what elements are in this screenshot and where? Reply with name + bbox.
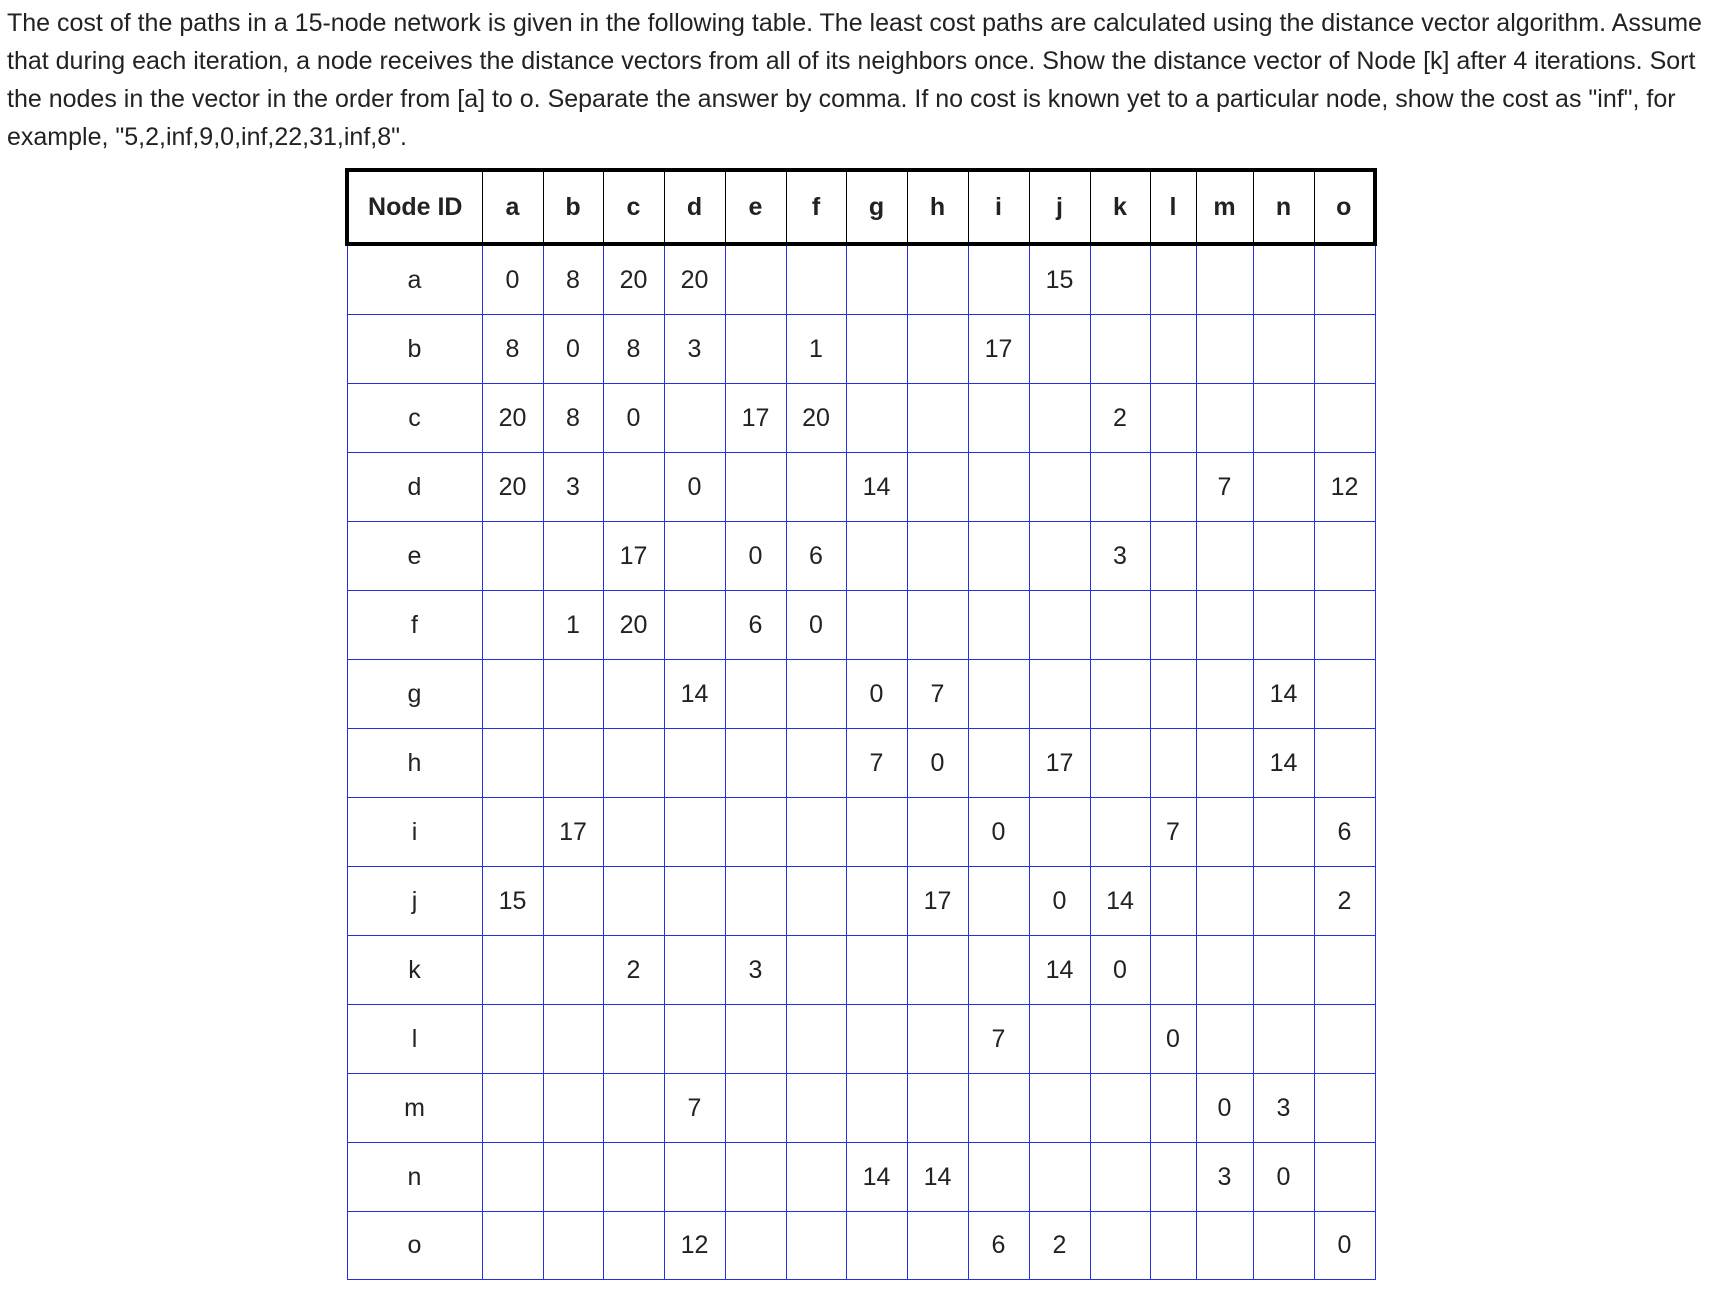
cost-cell: [543, 1212, 603, 1280]
cost-cell: [1029, 591, 1090, 660]
cost-cell: [1253, 315, 1314, 384]
cost-cell: [907, 1074, 968, 1143]
cost-cell: 8: [543, 244, 603, 315]
cost-cell: [1029, 1143, 1090, 1212]
table-row: [347, 798, 1375, 867]
cost-cell: 2: [1090, 384, 1150, 453]
table-row: [347, 453, 1375, 522]
cost-cell: [846, 1212, 907, 1280]
cost-cell: [1150, 244, 1196, 315]
cost-cell: [1150, 1143, 1196, 1212]
cost-cell: [1196, 729, 1253, 798]
cost-cell: [968, 936, 1029, 1005]
cost-cell: [846, 315, 907, 384]
cost-cell: [664, 384, 725, 453]
cost-cell: 7: [968, 1005, 1029, 1074]
cost-table: [345, 168, 1377, 1280]
cost-cell: 17: [968, 315, 1029, 384]
cost-cell: [1090, 660, 1150, 729]
cost-cell: [482, 1074, 543, 1143]
cost-cell: [786, 660, 846, 729]
header-n: n: [1253, 170, 1314, 244]
table-row: [347, 1143, 1375, 1212]
cost-cell: [482, 591, 543, 660]
cost-cell: [1090, 1005, 1150, 1074]
cost-cell: 0: [725, 522, 786, 591]
cost-cell: [603, 1212, 664, 1280]
cost-cell: [1029, 384, 1090, 453]
cost-cell: [603, 798, 664, 867]
cost-cell: 15: [1029, 244, 1090, 315]
row-node-id: n: [347, 1143, 482, 1212]
header-d: d: [664, 170, 725, 244]
cost-cell: [1196, 660, 1253, 729]
cost-cell: [603, 1143, 664, 1212]
cost-cell: [1029, 798, 1090, 867]
cost-cell: [1090, 798, 1150, 867]
cost-cell: [1196, 244, 1253, 315]
cost-cell: [1090, 591, 1150, 660]
row-node-id: e: [347, 522, 482, 591]
cost-cell: 15: [482, 867, 543, 936]
row-node-id: g: [347, 660, 482, 729]
cost-cell: [1196, 867, 1253, 936]
cost-cell: [603, 867, 664, 936]
cost-cell: 2: [1314, 867, 1375, 936]
cost-cell: 0: [1029, 867, 1090, 936]
header-o: o: [1314, 170, 1375, 244]
cost-cell: [482, 660, 543, 729]
cost-cell: 8: [482, 315, 543, 384]
cost-cell: [907, 453, 968, 522]
cost-cell: 7: [664, 1074, 725, 1143]
cost-cell: [725, 867, 786, 936]
cost-cell: [1090, 1143, 1150, 1212]
cost-cell: [1150, 315, 1196, 384]
cost-cell: 20: [603, 244, 664, 315]
cost-cell: [1314, 1074, 1375, 1143]
cost-cell: [1253, 244, 1314, 315]
cost-cell: [482, 798, 543, 867]
header-b: b: [543, 170, 603, 244]
cost-cell: [968, 522, 1029, 591]
cost-cell: 3: [1196, 1143, 1253, 1212]
table-row: [347, 1005, 1375, 1074]
cost-cell: [725, 729, 786, 798]
cost-cell: [1196, 591, 1253, 660]
cost-cell: [543, 1005, 603, 1074]
cost-cell: [603, 729, 664, 798]
cost-cell: 2: [603, 936, 664, 1005]
cost-cell: 14: [1029, 936, 1090, 1005]
cost-cell: 0: [968, 798, 1029, 867]
header-e: e: [725, 170, 786, 244]
cost-cell: [846, 244, 907, 315]
table-row: [347, 244, 1375, 315]
cost-cell: 17: [725, 384, 786, 453]
cost-cell: [482, 936, 543, 1005]
cost-cell: 0: [1314, 1212, 1375, 1280]
row-node-id: h: [347, 729, 482, 798]
cost-cell: [786, 1212, 846, 1280]
cost-cell: [1196, 1212, 1253, 1280]
cost-cell: [482, 1005, 543, 1074]
cost-cell: [968, 867, 1029, 936]
cost-cell: 7: [1196, 453, 1253, 522]
cost-cell: [725, 244, 786, 315]
cost-cell: [907, 1005, 968, 1074]
cost-cell: [664, 729, 725, 798]
row-node-id: o: [347, 1212, 482, 1280]
cost-cell: [664, 867, 725, 936]
cost-cell: [482, 522, 543, 591]
cost-cell: 3: [1253, 1074, 1314, 1143]
cost-cell: [846, 591, 907, 660]
cost-cell: [846, 1005, 907, 1074]
table-row: [347, 936, 1375, 1005]
cost-cell: [482, 729, 543, 798]
cost-cell: [968, 660, 1029, 729]
cost-cell: [543, 729, 603, 798]
cost-cell: [786, 867, 846, 936]
cost-cell: [1253, 453, 1314, 522]
header-f: f: [786, 170, 846, 244]
cost-cell: [907, 591, 968, 660]
cost-cell: [543, 936, 603, 1005]
cost-cell: 0: [603, 384, 664, 453]
cost-cell: 3: [543, 453, 603, 522]
cost-cell: 6: [1314, 798, 1375, 867]
cost-cell: 17: [603, 522, 664, 591]
header-i: i: [968, 170, 1029, 244]
cost-cell: 20: [786, 384, 846, 453]
cost-cell: 0: [543, 315, 603, 384]
header-h: h: [907, 170, 968, 244]
cost-cell: 0: [846, 660, 907, 729]
cost-cell: [1150, 384, 1196, 453]
cost-cell: 7: [907, 660, 968, 729]
cost-cell: [968, 384, 1029, 453]
cost-cell: [1253, 1005, 1314, 1074]
cost-cell: [846, 384, 907, 453]
cost-cell: [1253, 384, 1314, 453]
header-a: a: [482, 170, 543, 244]
cost-cell: 14: [1090, 867, 1150, 936]
cost-cell: [846, 798, 907, 867]
cost-cell: [907, 384, 968, 453]
cost-cell: [664, 1143, 725, 1212]
cost-cell: [1029, 522, 1090, 591]
cost-cell: [786, 453, 846, 522]
cost-cell: [1253, 522, 1314, 591]
cost-cell: [1150, 936, 1196, 1005]
cost-cell: [603, 453, 664, 522]
cost-cell: [664, 591, 725, 660]
cost-cell: 0: [664, 453, 725, 522]
cost-cell: 0: [482, 244, 543, 315]
cost-cell: [664, 798, 725, 867]
cost-cell: 6: [725, 591, 786, 660]
cost-cell: [1150, 867, 1196, 936]
row-node-id: k: [347, 936, 482, 1005]
cost-cell: [725, 1074, 786, 1143]
cost-cell: 0: [1253, 1143, 1314, 1212]
cost-cell: [968, 1074, 1029, 1143]
question-text: The cost of the paths in a 15-node network is given in the following table. The least cost paths are calculated using the distance vector algorithm. Assume that during each iteration, a node receives the distance vectors from all of its neighbors once. Show the distance vector of Node [k] after 4 iterations. Sort the nodes in the vector in the order from [a] to o. Separate the answer by comma. If no cost is known yet to a particular node, show the cost as "inf", for example, "5,2,inf,9,0,inf,22,31,inf,8".: [7, 9, 1702, 151]
cost-cell: [725, 453, 786, 522]
cost-cell: [846, 936, 907, 1005]
cost-cell: [1150, 591, 1196, 660]
cost-cell: [1314, 729, 1375, 798]
table-row: [347, 591, 1375, 660]
cost-cell: [907, 1212, 968, 1280]
cost-cell: 7: [846, 729, 907, 798]
cost-cell: 3: [1090, 522, 1150, 591]
cost-cell: [846, 1074, 907, 1143]
cost-cell: [1196, 1005, 1253, 1074]
cost-cell: [968, 729, 1029, 798]
cost-cell: 6: [968, 1212, 1029, 1280]
cost-cell: [543, 1143, 603, 1212]
cost-cell: [968, 244, 1029, 315]
table-row: [347, 1074, 1375, 1143]
cost-cell: [1314, 1143, 1375, 1212]
cost-cell: [1029, 660, 1090, 729]
cost-cell: [1150, 522, 1196, 591]
cost-cell: [543, 522, 603, 591]
cost-cell: [1090, 244, 1150, 315]
cost-cell: [1314, 591, 1375, 660]
cost-cell: 12: [1314, 453, 1375, 522]
cost-cell: [1314, 936, 1375, 1005]
cost-cell: [1029, 453, 1090, 522]
cost-cell: [482, 1212, 543, 1280]
cost-cell: 0: [786, 591, 846, 660]
table-row: [347, 384, 1375, 453]
cost-cell: [968, 1143, 1029, 1212]
cost-cell: 0: [907, 729, 968, 798]
cost-cell: [603, 660, 664, 729]
cost-cell: [725, 1143, 786, 1212]
cost-cell: [725, 315, 786, 384]
cost-cell: [1253, 798, 1314, 867]
cost-cell: [1253, 591, 1314, 660]
row-node-id: b: [347, 315, 482, 384]
cost-cell: [786, 1005, 846, 1074]
cost-cell: [786, 798, 846, 867]
cost-cell: [1029, 315, 1090, 384]
cost-cell: 3: [664, 315, 725, 384]
row-node-id: j: [347, 867, 482, 936]
cost-cell: 7: [1150, 798, 1196, 867]
cost-cell: [786, 936, 846, 1005]
cost-cell: [786, 244, 846, 315]
cost-cell: 20: [664, 244, 725, 315]
header-node-id: Node ID: [347, 170, 482, 244]
cost-cell: 8: [543, 384, 603, 453]
cost-cell: [1090, 453, 1150, 522]
header-c: c: [603, 170, 664, 244]
cost-cell: [664, 1005, 725, 1074]
cost-cell: [1314, 315, 1375, 384]
row-node-id: a: [347, 244, 482, 315]
cost-cell: 20: [482, 384, 543, 453]
cost-cell: [664, 522, 725, 591]
cost-cell: 14: [846, 453, 907, 522]
cost-cell: [1196, 798, 1253, 867]
cost-cell: [907, 315, 968, 384]
cost-cell: 8: [603, 315, 664, 384]
cost-cell: [1314, 660, 1375, 729]
cost-cell: [1196, 384, 1253, 453]
row-node-id: l: [347, 1005, 482, 1074]
cost-cell: [543, 1074, 603, 1143]
table-row: [347, 522, 1375, 591]
cost-cell: 14: [907, 1143, 968, 1212]
cost-cell: [1150, 660, 1196, 729]
cost-cell: [725, 1212, 786, 1280]
cost-cell: [968, 453, 1029, 522]
row-node-id: d: [347, 453, 482, 522]
cost-cell: 20: [603, 591, 664, 660]
cost-cell: [603, 1005, 664, 1074]
cost-cell: [968, 591, 1029, 660]
cost-cell: [543, 867, 603, 936]
cost-cell: 0: [1090, 936, 1150, 1005]
cost-cell: [1090, 1212, 1150, 1280]
cost-cell: [786, 729, 846, 798]
header-g: g: [846, 170, 907, 244]
cost-cell: [1314, 1005, 1375, 1074]
row-node-id: c: [347, 384, 482, 453]
cost-cell: [1090, 315, 1150, 384]
cost-cell: 1: [543, 591, 603, 660]
cost-cell: [1090, 1074, 1150, 1143]
table-row: [347, 660, 1375, 729]
cost-cell: 1: [786, 315, 846, 384]
cost-cell: [907, 798, 968, 867]
cost-cell: [786, 1074, 846, 1143]
cost-cell: [1196, 315, 1253, 384]
cost-cell: 14: [664, 660, 725, 729]
cost-cell: [725, 798, 786, 867]
cost-cell: 6: [786, 522, 846, 591]
header-j: j: [1029, 170, 1090, 244]
table-row: [347, 315, 1375, 384]
table-row: [347, 729, 1375, 798]
cost-cell: [1150, 1074, 1196, 1143]
cost-cell: [846, 867, 907, 936]
cost-cell: [1314, 384, 1375, 453]
cost-cell: [543, 660, 603, 729]
cost-cell: [907, 244, 968, 315]
table-row: [347, 1212, 1375, 1280]
cost-cell: [482, 1143, 543, 1212]
cost-cell: [786, 1143, 846, 1212]
cost-cell: [1253, 1212, 1314, 1280]
cost-cell: [1314, 522, 1375, 591]
cost-cell: [1150, 729, 1196, 798]
cost-cell: 17: [1029, 729, 1090, 798]
cost-cell: 3: [725, 936, 786, 1005]
cost-cell: [1314, 244, 1375, 315]
cost-cell: 14: [846, 1143, 907, 1212]
header-m: m: [1196, 170, 1253, 244]
cost-cell: [603, 1074, 664, 1143]
cost-cell: [664, 936, 725, 1005]
row-node-id: m: [347, 1074, 482, 1143]
cost-cell: [725, 660, 786, 729]
cost-cell: 17: [543, 798, 603, 867]
cost-cell: [1029, 1005, 1090, 1074]
cost-cell: [1150, 453, 1196, 522]
cost-cell: [846, 522, 907, 591]
cost-cell: 14: [1253, 729, 1314, 798]
cost-cell: 0: [1196, 1074, 1253, 1143]
table-body: [347, 244, 1375, 1280]
cost-cell: 12: [664, 1212, 725, 1280]
cost-cell: [1196, 522, 1253, 591]
cost-cell: [907, 522, 968, 591]
table-row: [347, 867, 1375, 936]
cost-cell: [725, 1005, 786, 1074]
cost-cell: [1029, 1074, 1090, 1143]
cost-cell: [1090, 729, 1150, 798]
header-k: k: [1090, 170, 1150, 244]
cost-cell: [1253, 936, 1314, 1005]
header-l: l: [1150, 170, 1196, 244]
cost-cell: 17: [907, 867, 968, 936]
row-node-id: i: [347, 798, 482, 867]
cost-cell: 20: [482, 453, 543, 522]
cost-cell: 0: [1150, 1005, 1196, 1074]
cost-cell: 14: [1253, 660, 1314, 729]
cost-cell: [907, 936, 968, 1005]
cost-cell: [1150, 1212, 1196, 1280]
cost-cell: 2: [1029, 1212, 1090, 1280]
cost-cell: [1196, 936, 1253, 1005]
cost-cell: [1253, 867, 1314, 936]
row-node-id: f: [347, 591, 482, 660]
table-header-row: [347, 170, 1375, 244]
